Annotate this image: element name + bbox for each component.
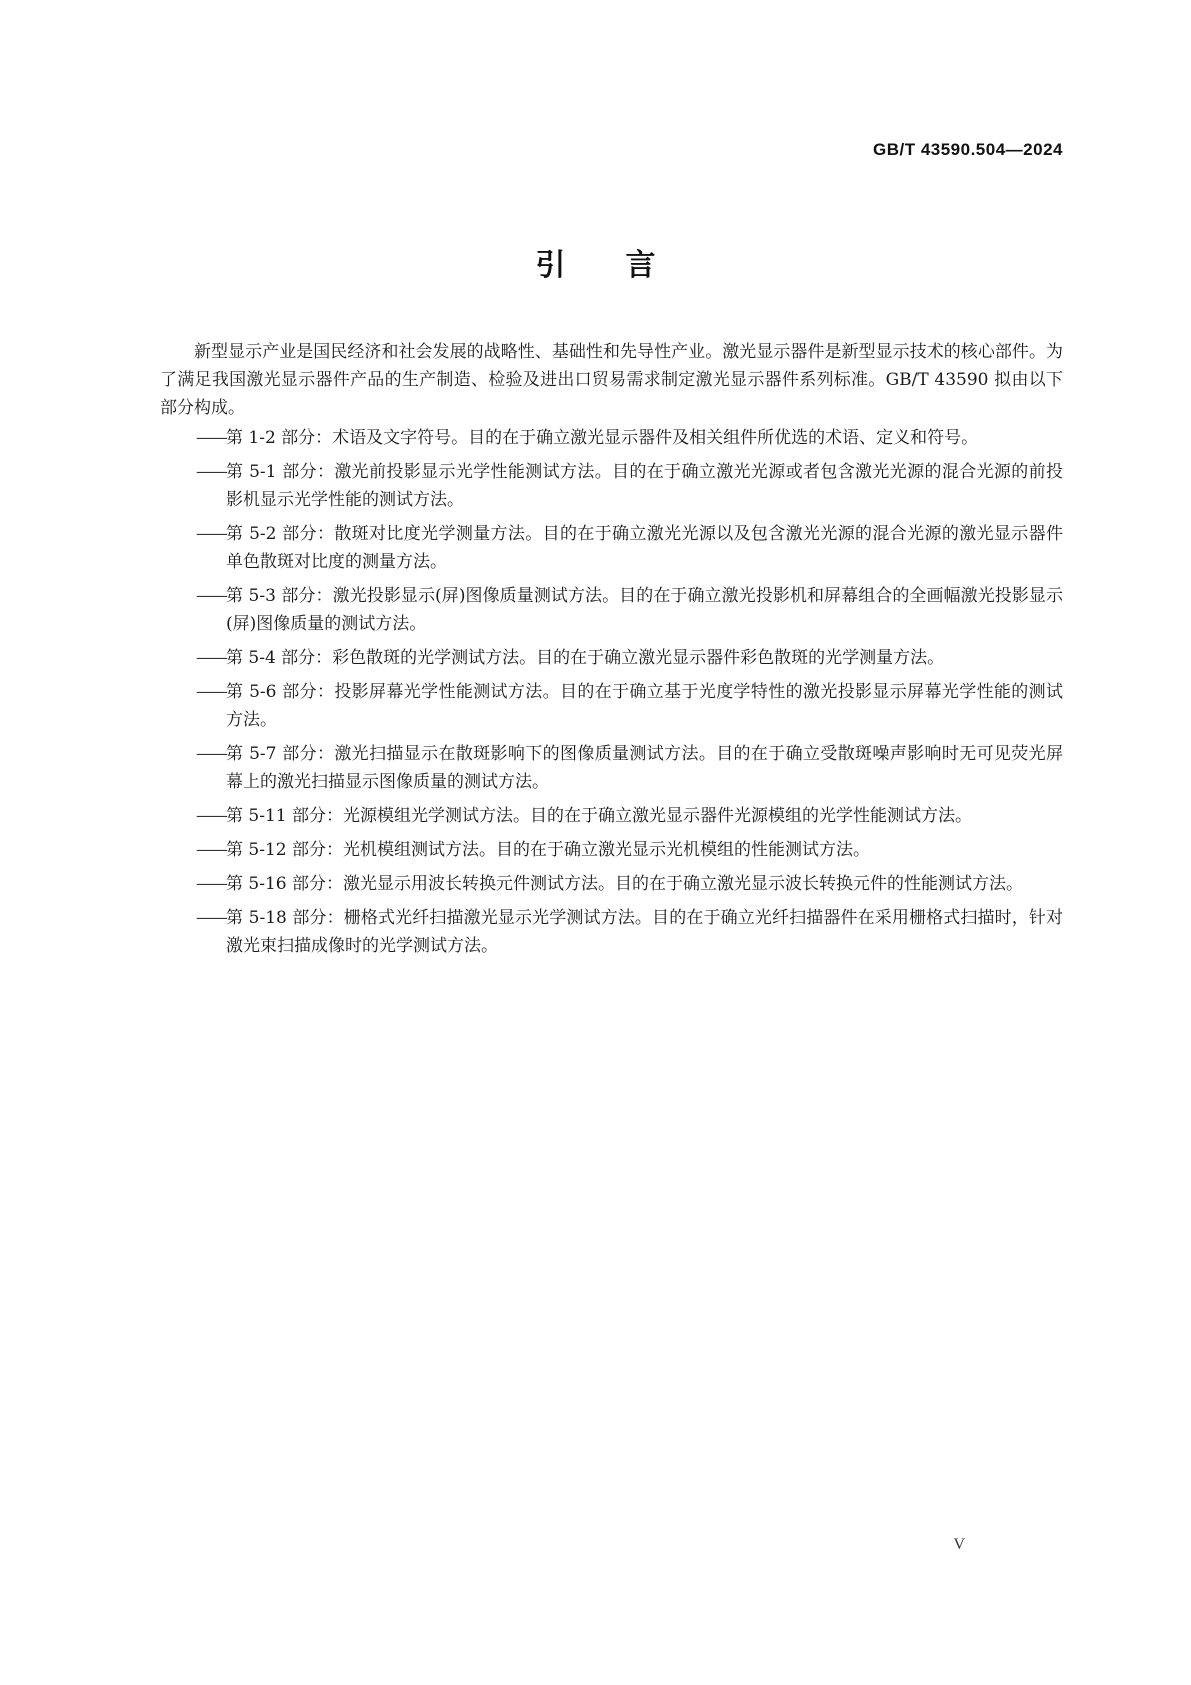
list-item bbox=[160, 678, 1063, 734]
dash-marker: —— bbox=[196, 648, 226, 668]
dash-marker: —— bbox=[196, 874, 226, 894]
dash-marker: —— bbox=[196, 682, 226, 702]
page-number: V bbox=[953, 1536, 965, 1553]
document-body bbox=[160, 338, 1063, 966]
dash-marker: —— bbox=[196, 908, 226, 928]
standard-number: GB/T 43590.504—2024 bbox=[872, 140, 1063, 159]
dash-marker: —— bbox=[196, 806, 226, 826]
list-item-text: 第 5-12 部分：光机模组测试方法。目的在于确立激光显示光机模组的性能测试方法。 bbox=[226, 840, 870, 860]
dash-marker: —— bbox=[196, 524, 226, 544]
dash-marker: —— bbox=[196, 462, 226, 482]
list-item bbox=[160, 802, 1063, 830]
list-item-text: 第 5-2 部分：散斑对比度光学测量方法。目的在于确立激光光源以及包含激光光源的混合光源的激光显示器件单色散斑对比度的测量方法。 bbox=[226, 524, 1063, 572]
list-item-text: 第 5-4 部分：彩色散斑的光学测试方法。目的在于确立激光显示器件彩色散斑的光学测量方法。 bbox=[226, 648, 945, 668]
list-item bbox=[160, 740, 1063, 796]
list-item-text: 第 5-7 部分：激光扫描显示在散斑影响下的图像质量测试方法。目的在于确立受散斑噪声影响时无可见荧光屏幕上的激光扫描显示图像质量的测试方法。 bbox=[226, 744, 1063, 792]
list-item bbox=[160, 836, 1063, 864]
list-item-text: 第 5-3 部分：激光投影显示(屏)图像质量测试方法。目的在于确立激光投影机和屏幕组合的全画幅激光投影显示(屏)图像质量的测试方法。 bbox=[226, 586, 1063, 634]
list-item-text: 第 5-11 部分：光源模组光学测试方法。目的在于确立激光显示器件光源模组的光学性能测试方法。 bbox=[226, 806, 972, 826]
dash-marker: —— bbox=[196, 586, 226, 606]
list-item bbox=[160, 458, 1063, 514]
list-item bbox=[160, 644, 1063, 672]
list-item bbox=[160, 520, 1063, 576]
dash-marker: —— bbox=[196, 840, 226, 860]
list-item bbox=[160, 582, 1063, 638]
list-item bbox=[160, 424, 1063, 452]
list-item-text: 第 5-1 部分：激光前投影显示光学性能测试方法。目的在于确立激光光源或者包含激光光源的混合光源的前投影机显示光学性能的测试方法。 bbox=[226, 462, 1063, 510]
list-item bbox=[160, 870, 1063, 898]
list-item-text: 第 5-6 部分：投影屏幕光学性能测试方法。目的在于确立基于光度学特性的激光投影显示屏幕光学性能的测试方法。 bbox=[226, 682, 1063, 730]
dash-marker: —— bbox=[196, 744, 226, 764]
page-title: 引言 bbox=[535, 248, 716, 283]
list-item-text: 第 5-16 部分：激光显示用波长转换元件测试方法。目的在于确立激光显示波长转换元件的性能测试方法。 bbox=[226, 874, 1023, 894]
intro-paragraph: 新型显示产业是国民经济和社会发展的战略性、基础性和先导性产业。激光显示器件是新型显示技术的核心部件。为了满足我国激光显示器件产品的生产制造、检验及进出口贸易需求制定激光显示器件系列标准。GB/T 43590 拟由以下部分构成。 bbox=[160, 342, 1063, 418]
dash-marker: —— bbox=[196, 428, 226, 448]
list-item-text: 第 1-2 部分：术语及文字符号。目的在于确立激光显示器件及相关组件所优选的术语、定义和符号。 bbox=[226, 428, 979, 448]
list-item bbox=[160, 904, 1063, 960]
list-item-text: 第 5-18 部分：栅格式光纤扫描激光显示光学测试方法。目的在于确立光纤扫描器件在采用栅格式扫描时，针对激光束扫描成像时的光学测试方法。 bbox=[226, 908, 1063, 956]
